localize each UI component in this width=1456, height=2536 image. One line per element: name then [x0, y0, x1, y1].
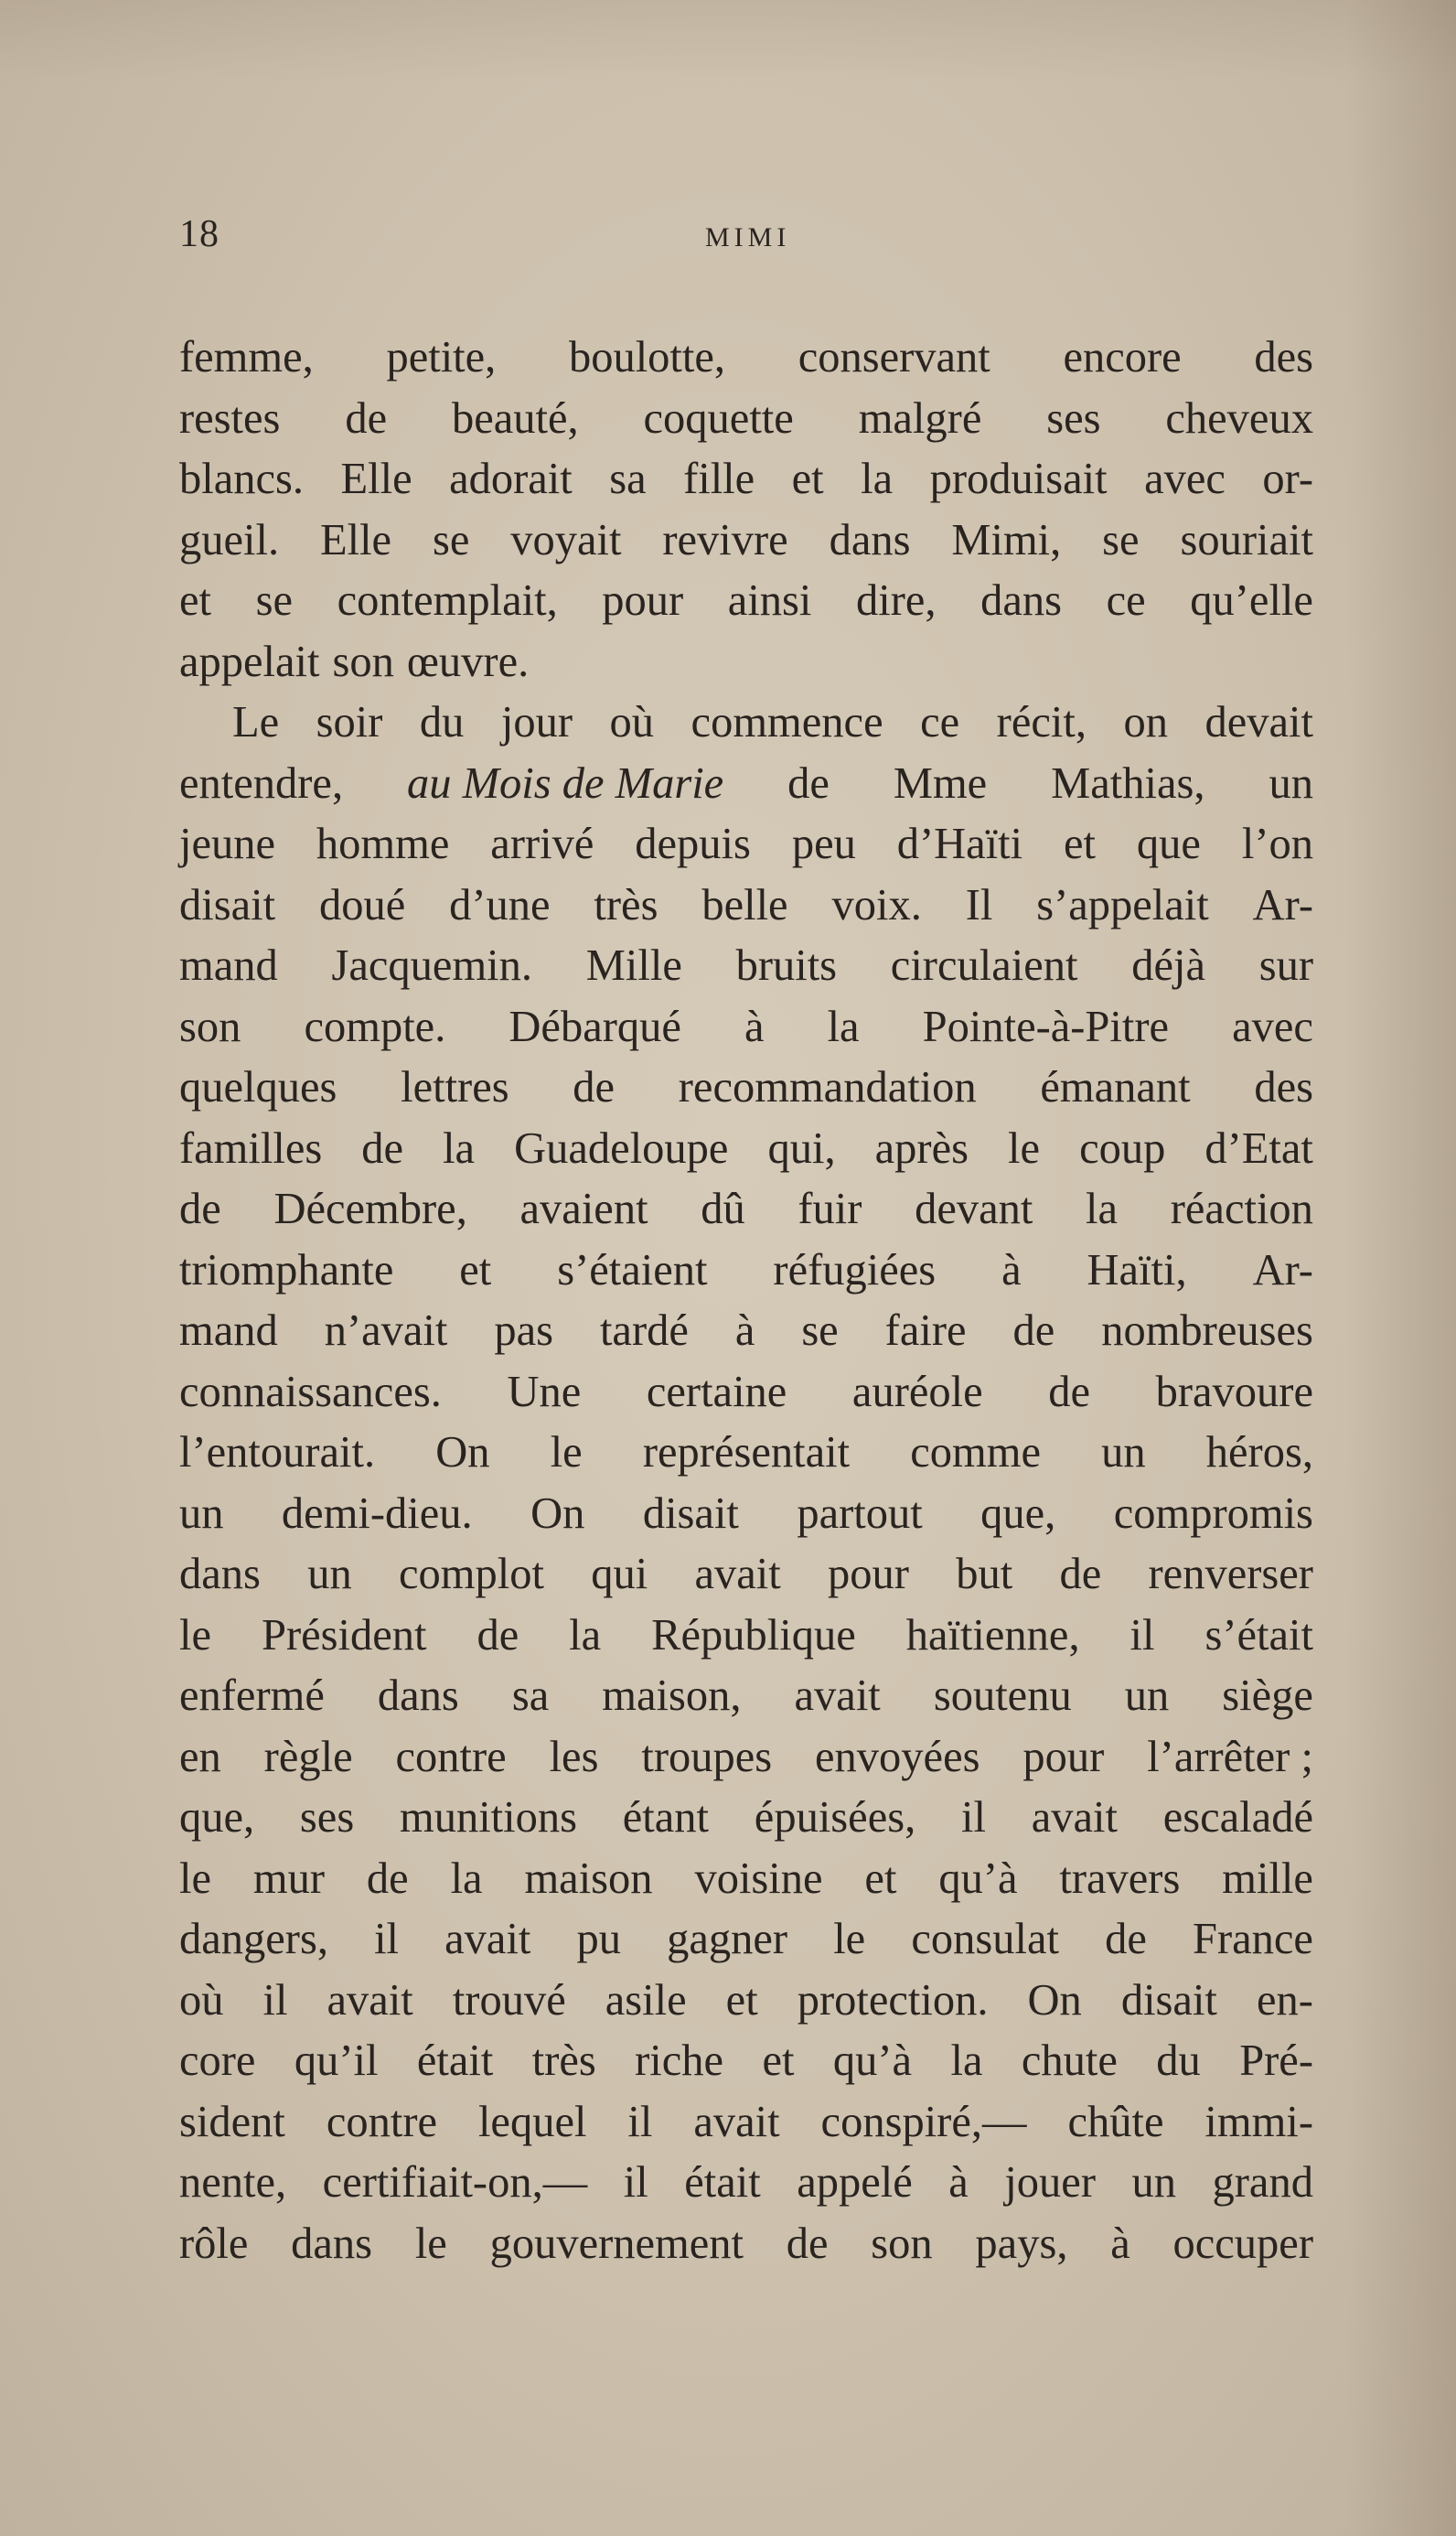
word: escaladé [1162, 1793, 1313, 1842]
page-header [179, 207, 1313, 262]
word: le [179, 1610, 212, 1660]
word: sa [511, 1671, 550, 1720]
word: soir [316, 698, 383, 747]
text-line [179, 754, 1313, 815]
word: avec [1144, 455, 1226, 503]
word: il [623, 2158, 648, 2207]
word: On [530, 1488, 585, 1538]
word: ce [1106, 576, 1146, 625]
text-line [179, 449, 1313, 510]
word: dangers, [179, 1915, 328, 1963]
word: contemplait, [337, 576, 558, 625]
word: jour [500, 698, 573, 747]
paper-shading-edge [1346, 0, 1456, 2536]
word: le [550, 1428, 583, 1477]
word: trouvé [452, 1975, 566, 2025]
word: jeune [179, 820, 276, 868]
word: la [827, 1002, 860, 1051]
word: au Mois de Marie [407, 758, 724, 808]
word: de [361, 1123, 404, 1173]
word: l’arrêter ; [1147, 1732, 1313, 1781]
text-line [179, 997, 1313, 1058]
word: mille [1222, 1854, 1313, 1903]
word: Président [261, 1610, 427, 1660]
word: femme, [179, 333, 314, 381]
word: des [1254, 333, 1313, 381]
word: émanant [1040, 1063, 1191, 1112]
word: ses [1046, 393, 1101, 443]
word: arrivé [490, 820, 594, 868]
word: Haïti, [1087, 1245, 1187, 1295]
word: pour [1022, 1732, 1105, 1781]
word: jouer [1004, 2158, 1096, 2207]
text-line [179, 2153, 1313, 2214]
word: qui, [767, 1123, 836, 1173]
word: haïtienne, [905, 1610, 1080, 1660]
word: fille [683, 455, 755, 503]
word: après [874, 1123, 969, 1173]
word: Mme [893, 758, 988, 808]
word: récit, [996, 698, 1087, 747]
word: consulat [911, 1915, 1059, 1963]
word: de [786, 2219, 829, 2268]
word: voyait [510, 515, 622, 564]
word: bravoure [1155, 1367, 1313, 1416]
word: et [791, 455, 824, 503]
word: encore [1063, 333, 1182, 381]
word: troupes [641, 1732, 773, 1781]
text-line [179, 814, 1313, 876]
word: familles [179, 1123, 323, 1173]
word: dans [377, 1671, 459, 1720]
word: que, [179, 1793, 255, 1842]
text-line [179, 571, 1313, 632]
word: occuper [1172, 2219, 1313, 2268]
word: siège [1222, 1671, 1313, 1720]
word: restes [179, 393, 281, 443]
word: chute [1021, 2036, 1118, 2085]
word: de [1105, 1915, 1147, 1963]
word: Mimi, [951, 515, 1062, 564]
word: voisine [694, 1854, 823, 1903]
word: enfermé [179, 1671, 325, 1720]
word: était [416, 2036, 494, 2085]
word: grand [1212, 2158, 1313, 2207]
word: Mathias, [1051, 758, 1205, 808]
word: du [1156, 2036, 1201, 2085]
word: blancs. [179, 455, 305, 503]
word: du [419, 698, 465, 747]
word: gueil. [179, 515, 280, 564]
word: les [549, 1732, 599, 1781]
word: pour [602, 576, 684, 625]
text-line [179, 1544, 1313, 1606]
word: mur [252, 1854, 326, 1903]
word: de [1048, 1367, 1091, 1416]
word: que [1136, 820, 1201, 868]
word: d’Haïti [896, 820, 1023, 868]
word: immi- [1204, 2097, 1313, 2146]
word: ainsi [727, 576, 812, 625]
word: Décembre, [273, 1185, 467, 1233]
word: se [1102, 515, 1140, 564]
word: Guadeloupe [514, 1123, 729, 1173]
word: pays, [975, 2219, 1068, 2268]
word: gouvernement [489, 2219, 744, 2268]
word: nente, [179, 2158, 287, 2207]
word: comme [910, 1428, 1041, 1477]
word: circulaient [890, 941, 1078, 990]
word: très [531, 2036, 596, 2085]
word: Une [507, 1367, 582, 1416]
word: avait [693, 2097, 780, 2146]
word: commence [691, 698, 883, 747]
word: On [1027, 1975, 1082, 2025]
text-line [179, 1606, 1313, 1667]
word: dû [701, 1185, 745, 1233]
page-number: 18 [179, 213, 219, 255]
text-line [179, 1727, 1313, 1789]
word: disait [642, 1488, 739, 1538]
word: appelait [179, 637, 320, 686]
running-title: MIMI [705, 222, 791, 253]
word: compromis [1113, 1488, 1313, 1538]
word: avait [794, 1671, 881, 1720]
word: et [725, 1975, 758, 2025]
text-line [179, 328, 1313, 389]
word: le [1008, 1123, 1041, 1173]
word: On [435, 1428, 490, 1477]
word: se [255, 576, 294, 625]
word: belle [701, 880, 788, 930]
word: revivre [662, 515, 788, 564]
word: depuis [635, 820, 751, 868]
word: rôle [179, 2219, 249, 2268]
word: se [432, 515, 470, 564]
word: Pointe-à-Pitre [922, 1002, 1170, 1051]
word: Débarqué [509, 1002, 681, 1051]
text-line [179, 1788, 1313, 1849]
word: lettres [401, 1063, 509, 1112]
word: et [459, 1245, 492, 1295]
word: le [833, 1915, 866, 1963]
text-line [179, 2031, 1313, 2092]
word: à [1001, 1245, 1022, 1295]
word: étant [622, 1793, 710, 1842]
word: auréole [851, 1367, 983, 1416]
word: Elle [340, 455, 412, 503]
text-line [179, 2214, 1313, 2275]
word: il [627, 2097, 653, 2146]
text-line [179, 936, 1313, 997]
word: la [950, 2036, 983, 2085]
word: œuvre. [406, 637, 530, 686]
word: Elle [319, 515, 392, 564]
word: de [787, 758, 830, 808]
word: core [179, 2036, 256, 2085]
word: partout [797, 1488, 923, 1538]
word: de [573, 1063, 616, 1112]
word: certaine [646, 1367, 787, 1416]
word: sa [609, 455, 647, 503]
word: et [762, 2036, 795, 2085]
word: le [414, 2219, 447, 2268]
word: un [307, 1550, 352, 1598]
word: la [861, 455, 894, 503]
word: Mille [585, 941, 682, 990]
word: qu’à [832, 2036, 913, 2085]
text-line [179, 2092, 1313, 2154]
word: de [1012, 1306, 1055, 1355]
word: et [179, 576, 212, 625]
word: l’entourait. [179, 1428, 376, 1477]
word: qu’il [294, 2036, 379, 2085]
word: la [1086, 1185, 1119, 1233]
word: appelé [797, 2158, 913, 2207]
word: ce [920, 698, 960, 747]
word: la [443, 1123, 476, 1173]
word: cheveux [1165, 393, 1313, 443]
word: un [179, 1488, 224, 1538]
word: devant [915, 1185, 1033, 1233]
text-line [179, 389, 1313, 450]
word: mand [179, 941, 278, 990]
word: dans [980, 576, 1063, 625]
word: épuisées, [754, 1793, 916, 1842]
word: maison, [602, 1671, 742, 1720]
text-line [179, 693, 1313, 754]
word: République [651, 1610, 856, 1660]
word: compte. [304, 1002, 446, 1051]
text-line [179, 1484, 1313, 1545]
text-line [179, 510, 1313, 572]
word: Jacquemin. [331, 941, 533, 990]
word: héros, [1205, 1428, 1313, 1477]
word: avait [694, 1550, 781, 1598]
text-line [179, 1666, 1313, 1727]
word: il [262, 1975, 288, 2025]
word: qu’à [938, 1854, 1018, 1903]
word: la [450, 1854, 483, 1903]
word: son [179, 1002, 241, 1051]
word: complot [398, 1550, 544, 1598]
word: que, [980, 1488, 1056, 1538]
word: à [734, 1306, 755, 1355]
word: était [684, 2158, 761, 2207]
word: voix. [831, 880, 922, 930]
word: avait [444, 1915, 531, 1963]
word: n’avait [324, 1306, 448, 1355]
word: il [961, 1793, 986, 1842]
word: petite, [386, 333, 497, 381]
word: tardé [599, 1306, 689, 1355]
word: Le [232, 698, 280, 747]
word: munitions [399, 1793, 577, 1842]
word: souriait [1180, 515, 1313, 564]
word: peu [791, 820, 856, 868]
word: qu’elle [1190, 576, 1313, 625]
word: son [871, 2219, 933, 2268]
word: Pré- [1239, 2036, 1313, 2085]
word: dans [291, 2219, 373, 2268]
word: entendre, [179, 758, 344, 808]
word: de [1059, 1550, 1102, 1598]
word: un [1101, 1428, 1146, 1477]
word: mand [179, 1306, 278, 1355]
word: de [345, 393, 388, 443]
word: riche [635, 2036, 724, 2085]
word: en- [1256, 1975, 1313, 2025]
word: contre [326, 2097, 437, 2146]
text-line [179, 1301, 1313, 1362]
text-line [179, 1058, 1313, 1119]
word: d’une [449, 880, 551, 930]
word: dans [179, 1550, 261, 1598]
word: maison [524, 1854, 653, 1903]
word: asile [605, 1975, 687, 2025]
text-line [179, 1971, 1313, 2032]
word: où [179, 1975, 224, 2025]
word: dans [829, 515, 911, 564]
word: règle [263, 1732, 353, 1781]
word: devait [1204, 698, 1313, 747]
word: son [332, 637, 394, 686]
word: lequel [477, 2097, 587, 2146]
word: gagner [667, 1915, 788, 1963]
word: un [1124, 1671, 1170, 1720]
text-line [179, 876, 1313, 937]
word: pu [576, 1915, 622, 1963]
word: un [1269, 758, 1313, 808]
word: très [594, 880, 658, 930]
word: disait [1120, 1975, 1217, 2025]
word: produisait [929, 455, 1108, 503]
word: sur [1258, 941, 1313, 990]
word: Ar- [1252, 880, 1313, 930]
word: le [179, 1854, 212, 1903]
word: en [179, 1732, 221, 1781]
word: et [864, 1854, 897, 1903]
word: qui [591, 1550, 648, 1598]
word: malgré [858, 393, 982, 443]
word: doué [318, 880, 406, 930]
word: à [948, 2158, 969, 2207]
word: triomphante [179, 1245, 394, 1295]
text-line [179, 1119, 1313, 1180]
word: certifiait-on,— [322, 2158, 588, 2207]
word: avait [1031, 1793, 1118, 1842]
word: pour [828, 1550, 909, 1598]
word: avait [327, 1975, 413, 2025]
paper-shading-top [0, 0, 1456, 82]
word: l’on [1241, 820, 1313, 868]
word: Il [965, 880, 993, 930]
word: or- [1262, 455, 1313, 503]
word: un [1131, 2158, 1176, 2207]
word: se [801, 1306, 839, 1355]
word: il [1129, 1610, 1155, 1660]
word: dire, [856, 576, 937, 625]
word: réaction [1170, 1185, 1313, 1233]
word: nombreuses [1101, 1306, 1313, 1355]
word: à [1110, 2219, 1130, 2268]
word: recommandation [678, 1063, 977, 1112]
word: beauté, [451, 393, 579, 443]
word: fuir [798, 1185, 862, 1233]
word: chûte [1067, 2097, 1164, 2146]
word: sident [179, 2097, 285, 2146]
word: demi-dieu. [281, 1488, 473, 1538]
word: France [1192, 1915, 1313, 1963]
word: travers [1059, 1854, 1181, 1903]
word: on [1123, 698, 1168, 747]
word: but [956, 1550, 1013, 1598]
word: représentait [642, 1428, 851, 1477]
word: de [366, 1854, 409, 1903]
word: avaient [519, 1185, 648, 1233]
word: s’appelait [1036, 880, 1209, 930]
text-line [179, 632, 1313, 693]
text-line [179, 1849, 1313, 1910]
word: homme [316, 820, 450, 868]
word: des [1254, 1063, 1313, 1112]
text-line [179, 1241, 1313, 1302]
body-text [179, 328, 1313, 2274]
word: ses [299, 1793, 355, 1842]
word: s’étaient [557, 1245, 708, 1295]
word: renverser [1148, 1550, 1313, 1598]
word: la [569, 1610, 602, 1660]
word: connaissances. [179, 1367, 442, 1416]
word: et [1064, 820, 1097, 868]
word: où [609, 698, 655, 747]
word: d’Etat [1204, 1123, 1313, 1173]
word: quelques [179, 1063, 337, 1112]
word: adorait [449, 455, 573, 503]
word: déjà [1131, 941, 1205, 990]
word: soutenu [933, 1671, 1072, 1720]
word: il [374, 1915, 400, 1963]
word: pas [494, 1306, 553, 1355]
word: à [744, 1002, 765, 1051]
word: s’était [1204, 1610, 1313, 1660]
word: conservant [798, 333, 990, 381]
text-line [179, 1362, 1313, 1424]
word: coquette [643, 393, 794, 443]
word: coup [1079, 1123, 1166, 1173]
word: bruits [735, 941, 838, 990]
word: boulotte, [568, 333, 726, 381]
text-line [179, 1423, 1313, 1484]
word: avec [1232, 1002, 1313, 1051]
text-line [179, 1179, 1313, 1241]
word: Ar- [1252, 1245, 1313, 1295]
word: de [476, 1610, 519, 1660]
word: envoyées [815, 1732, 980, 1781]
word: conspiré,— [820, 2097, 1027, 2146]
text-line [179, 1909, 1313, 1971]
word: protection. [797, 1975, 989, 2025]
word: disait [179, 880, 276, 930]
word: de [179, 1185, 221, 1233]
word: faire [884, 1306, 967, 1355]
word: contre [395, 1732, 507, 1781]
word: réfugiées [773, 1245, 937, 1295]
